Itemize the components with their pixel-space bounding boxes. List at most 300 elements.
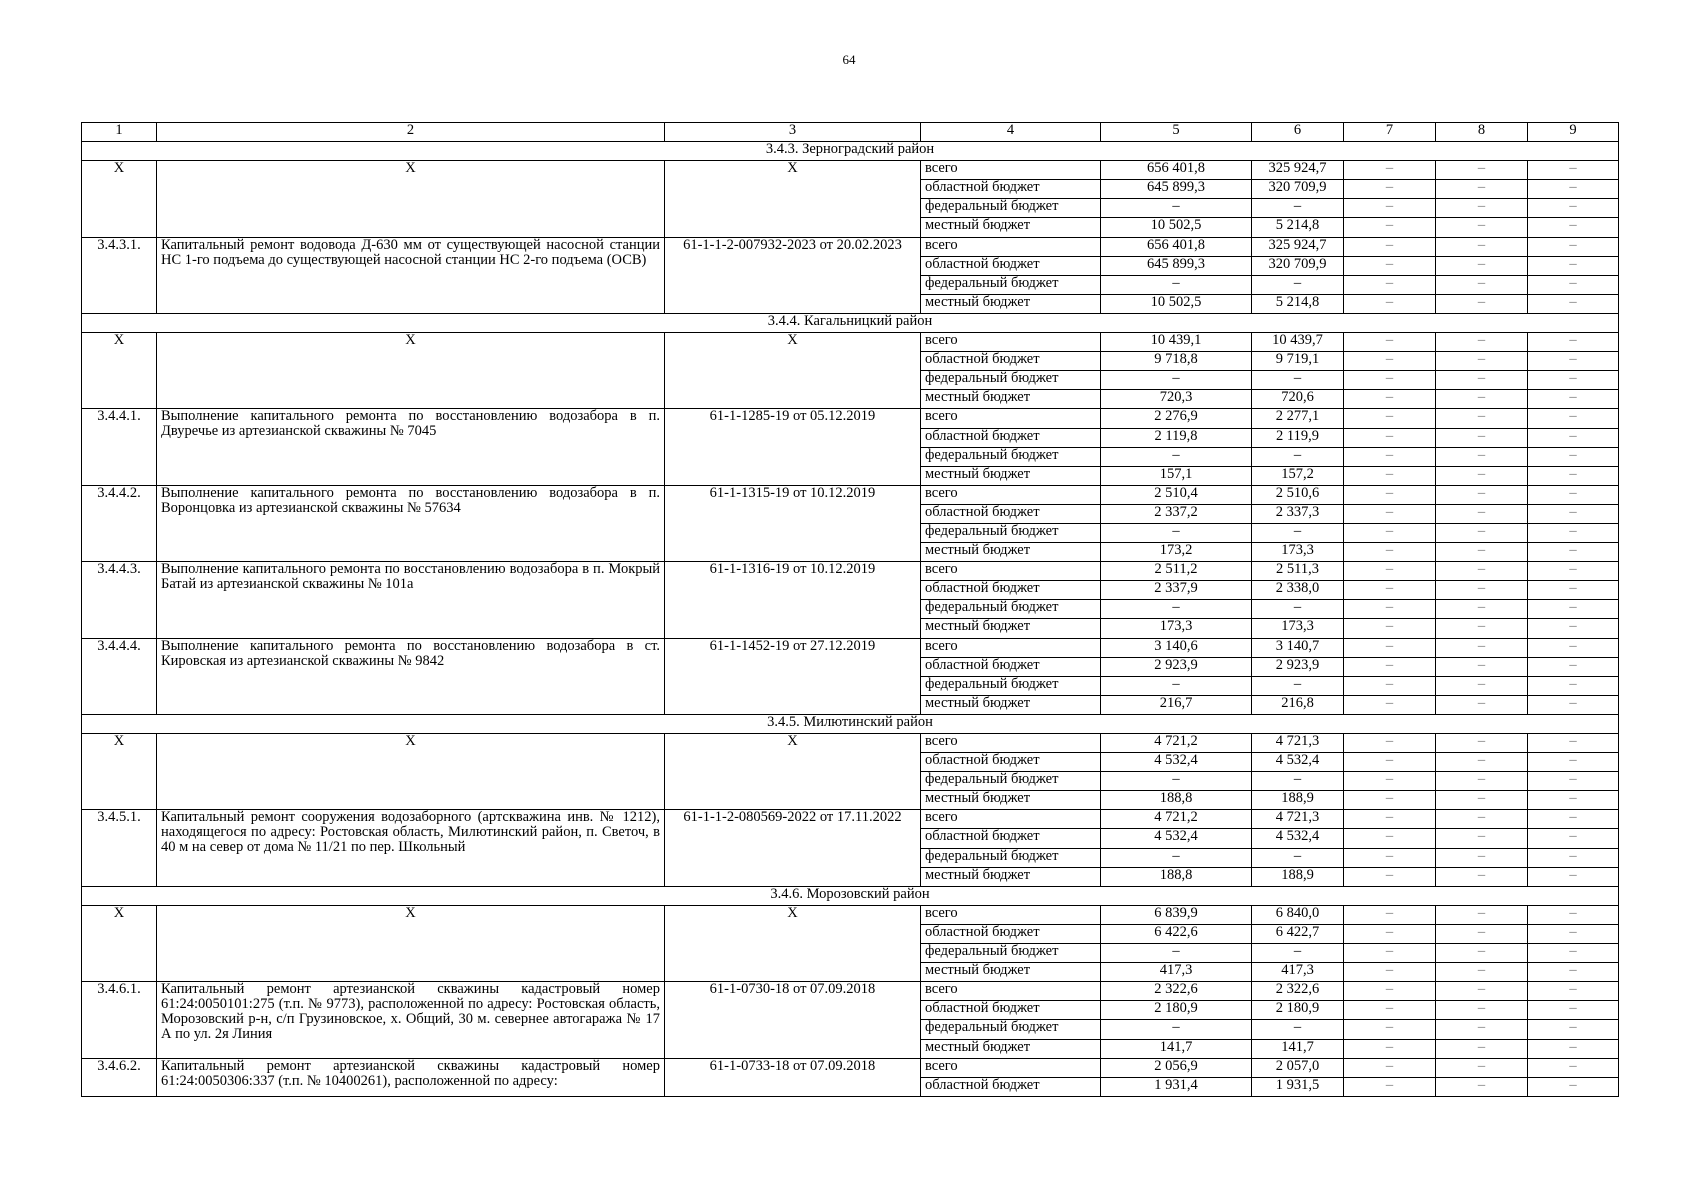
- page-number: 64: [842, 52, 856, 67]
- item-code: 3.4.6.2.: [82, 1058, 157, 1096]
- amount-col5: 417,3: [1101, 963, 1252, 982]
- amount-col6: 5 214,8: [1252, 294, 1344, 313]
- amount-col9: –: [1528, 867, 1619, 886]
- table-row: [82, 237, 1619, 256]
- amount-col5: 720,3: [1101, 390, 1252, 409]
- amount-col7: –: [1344, 180, 1436, 199]
- budget-source-label: областной бюджет: [921, 504, 1101, 523]
- item-code: 3.4.4.4.: [82, 638, 157, 714]
- amount-col5: –: [1101, 447, 1252, 466]
- amount-col7: –: [1344, 543, 1436, 562]
- table-row: [82, 409, 1619, 428]
- amount-col9: –: [1528, 275, 1619, 294]
- amount-col5: 645 899,3: [1101, 180, 1252, 199]
- amount-col7: –: [1344, 256, 1436, 275]
- amount-col8: –: [1436, 275, 1528, 294]
- budget-source-label: федеральный бюджет: [921, 848, 1101, 867]
- amount-col5: 141,7: [1101, 1039, 1252, 1058]
- amount-col9: –: [1528, 982, 1619, 1001]
- amount-col8: –: [1436, 523, 1528, 542]
- amount-col9: –: [1528, 657, 1619, 676]
- amount-col7: –: [1344, 600, 1436, 619]
- amount-col5: –: [1101, 523, 1252, 542]
- amount-col6: 320 709,9: [1252, 180, 1344, 199]
- amount-col8: –: [1436, 867, 1528, 886]
- amount-col6: 188,9: [1252, 791, 1344, 810]
- amount-col9: –: [1528, 428, 1619, 447]
- amount-col9: –: [1528, 638, 1619, 657]
- amount-col5: 4 532,4: [1101, 753, 1252, 772]
- amount-col9: –: [1528, 352, 1619, 371]
- amount-col9: –: [1528, 848, 1619, 867]
- amount-col5: 656 401,8: [1101, 161, 1252, 180]
- amount-col7: –: [1344, 1039, 1436, 1058]
- amount-col8: –: [1436, 791, 1528, 810]
- amount-col7: –: [1344, 982, 1436, 1001]
- item-name: Выполнение капитального ремонта по восстановлению водозабора в ст. Кировская из артезианской скважины № 9842: [157, 638, 665, 714]
- amount-col5: 4 721,2: [1101, 734, 1252, 753]
- budget-source-label: местный бюджет: [921, 543, 1101, 562]
- amount-col6: 2 923,9: [1252, 657, 1344, 676]
- amount-col7: –: [1344, 523, 1436, 542]
- amount-col9: –: [1528, 447, 1619, 466]
- amount-col5: 6 422,6: [1101, 924, 1252, 943]
- amount-col7: –: [1344, 963, 1436, 982]
- table-row: [82, 161, 1619, 180]
- amount-col8: –: [1436, 466, 1528, 485]
- amount-col9: –: [1528, 600, 1619, 619]
- amount-col9: –: [1528, 523, 1619, 542]
- amount-col7: –: [1344, 485, 1436, 504]
- amount-col7: –: [1344, 428, 1436, 447]
- amount-col6: 4 532,4: [1252, 753, 1344, 772]
- item-name: X: [157, 333, 665, 409]
- amount-col6: –: [1252, 600, 1344, 619]
- amount-col5: 173,2: [1101, 543, 1252, 562]
- item-document: X: [665, 905, 921, 981]
- item-document: X: [665, 333, 921, 409]
- budget-source-label: областной бюджет: [921, 753, 1101, 772]
- item-document: 61-1-1315-19 от 10.12.2019: [665, 485, 921, 561]
- table-row: [82, 810, 1619, 829]
- item-code: 3.4.4.3.: [82, 562, 157, 638]
- amount-col6: 4 721,3: [1252, 734, 1344, 753]
- amount-col5: 10 502,5: [1101, 294, 1252, 313]
- budget-source-label: всего: [921, 638, 1101, 657]
- amount-col6: 9 719,1: [1252, 352, 1344, 371]
- section-title: 3.4.6. Морозовский район: [82, 886, 1619, 905]
- amount-col6: 216,8: [1252, 695, 1344, 714]
- column-number: 1: [82, 123, 157, 142]
- amount-col8: –: [1436, 1039, 1528, 1058]
- budget-source-label: федеральный бюджет: [921, 1020, 1101, 1039]
- amount-col7: –: [1344, 333, 1436, 352]
- amount-col6: –: [1252, 275, 1344, 294]
- amount-col7: –: [1344, 619, 1436, 638]
- amount-col5: 2 119,8: [1101, 428, 1252, 447]
- budget-source-label: местный бюджет: [921, 963, 1101, 982]
- amount-col6: –: [1252, 371, 1344, 390]
- item-code: 3.4.4.2.: [82, 485, 157, 561]
- amount-col6: 141,7: [1252, 1039, 1344, 1058]
- amount-col6: 325 924,7: [1252, 237, 1344, 256]
- amount-col9: –: [1528, 791, 1619, 810]
- budget-source-label: федеральный бюджет: [921, 523, 1101, 542]
- budget-source-label: местный бюджет: [921, 619, 1101, 638]
- amount-col7: –: [1344, 199, 1436, 218]
- budget-source-label: областной бюджет: [921, 924, 1101, 943]
- amount-col9: –: [1528, 734, 1619, 753]
- amount-col5: 656 401,8: [1101, 237, 1252, 256]
- amount-col7: –: [1344, 390, 1436, 409]
- item-code: X: [82, 734, 157, 810]
- amount-col8: –: [1436, 944, 1528, 963]
- amount-col5: 9 718,8: [1101, 352, 1252, 371]
- amount-col6: 3 140,7: [1252, 638, 1344, 657]
- amount-col8: –: [1436, 1058, 1528, 1077]
- budget-source-label: федеральный бюджет: [921, 199, 1101, 218]
- amount-col6: 5 214,8: [1252, 218, 1344, 237]
- amount-col9: –: [1528, 1039, 1619, 1058]
- item-name: Капитальный ремонт артезианской скважины кадастровый номер 61:24:0050101:275 (т.п. № 9773), расположенной по адресу: Ростовская область, Морозовский р-н, с/п Грузиновское, х. Общий, 30 м. севернее автогаража № 17 А по ул. 2я Линия: [157, 982, 665, 1058]
- item-code: 3.4.6.1.: [82, 982, 157, 1058]
- budget-source-label: областной бюджет: [921, 1001, 1101, 1020]
- amount-col7: –: [1344, 676, 1436, 695]
- amount-col5: 2 276,9: [1101, 409, 1252, 428]
- amount-col7: –: [1344, 829, 1436, 848]
- amount-col6: –: [1252, 1020, 1344, 1039]
- table-row: [82, 562, 1619, 581]
- amount-col6: 10 439,7: [1252, 333, 1344, 352]
- amount-col7: –: [1344, 294, 1436, 313]
- table-row: [82, 333, 1619, 352]
- amount-col6: 720,6: [1252, 390, 1344, 409]
- amount-col8: –: [1436, 562, 1528, 581]
- table-body: [82, 123, 1619, 1097]
- budget-source-label: всего: [921, 237, 1101, 256]
- item-name: Капитальный ремонт сооружения водозаборного (артскважина инв. № 1212), находящегося по адресу: Ростовская область, Милютинский район, п. Светоч, в 40 м на север от дома № 11/21 по пер. Школьный: [157, 810, 665, 886]
- amount-col8: –: [1436, 638, 1528, 657]
- item-name: Выполнение капитального ремонта по восстановлению водозабора в п. Воронцовка из артезианской скважины № 57634: [157, 485, 665, 561]
- amount-col7: –: [1344, 237, 1436, 256]
- amount-col8: –: [1436, 848, 1528, 867]
- budget-table: [81, 122, 1619, 1097]
- amount-col7: –: [1344, 161, 1436, 180]
- amount-col7: –: [1344, 504, 1436, 523]
- budget-source-label: местный бюджет: [921, 390, 1101, 409]
- budget-source-label: федеральный бюджет: [921, 371, 1101, 390]
- amount-col5: 2 056,9: [1101, 1058, 1252, 1077]
- item-document: 61-1-0733-18 от 07.09.2018: [665, 1058, 921, 1096]
- amount-col7: –: [1344, 657, 1436, 676]
- amount-col5: –: [1101, 676, 1252, 695]
- amount-col7: –: [1344, 924, 1436, 943]
- amount-col6: 1 931,5: [1252, 1077, 1344, 1096]
- item-document: 61-1-1316-19 от 10.12.2019: [665, 562, 921, 638]
- amount-col5: –: [1101, 848, 1252, 867]
- amount-col5: 2 337,9: [1101, 581, 1252, 600]
- amount-col9: –: [1528, 905, 1619, 924]
- budget-source-label: местный бюджет: [921, 294, 1101, 313]
- amount-col7: –: [1344, 905, 1436, 924]
- table-row: [82, 734, 1619, 753]
- item-code: X: [82, 333, 157, 409]
- amount-col5: 6 839,9: [1101, 905, 1252, 924]
- budget-source-label: всего: [921, 161, 1101, 180]
- budget-source-label: местный бюджет: [921, 218, 1101, 237]
- amount-col6: 2 338,0: [1252, 581, 1344, 600]
- amount-col8: –: [1436, 333, 1528, 352]
- amount-col7: –: [1344, 352, 1436, 371]
- table-row: [82, 1058, 1619, 1077]
- amount-col8: –: [1436, 447, 1528, 466]
- amount-col7: –: [1344, 409, 1436, 428]
- amount-col8: –: [1436, 199, 1528, 218]
- amount-col9: –: [1528, 543, 1619, 562]
- amount-col6: 6 422,7: [1252, 924, 1344, 943]
- amount-col5: 4 721,2: [1101, 810, 1252, 829]
- amount-col6: 4 532,4: [1252, 829, 1344, 848]
- amount-col9: –: [1528, 199, 1619, 218]
- amount-col8: –: [1436, 352, 1528, 371]
- column-number: 6: [1252, 123, 1344, 142]
- item-name: Выполнение капитального ремонта по восстановлению водозабора в п. Мокрый Батай из артезианской скважины № 101а: [157, 562, 665, 638]
- amount-col8: –: [1436, 1020, 1528, 1039]
- amount-col8: –: [1436, 772, 1528, 791]
- section-row: [82, 714, 1619, 733]
- item-document: 61-1-1-2-007932-2023 от 20.02.2023: [665, 237, 921, 313]
- budget-source-label: областной бюджет: [921, 581, 1101, 600]
- item-name: Выполнение капитального ремонта по восстановлению водозабора в п. Двуречье из артезианской скважины № 7045: [157, 409, 665, 485]
- amount-col8: –: [1436, 829, 1528, 848]
- budget-source-label: всего: [921, 409, 1101, 428]
- amount-col9: –: [1528, 963, 1619, 982]
- amount-col7: –: [1344, 1020, 1436, 1039]
- section-row: [82, 886, 1619, 905]
- amount-col9: –: [1528, 581, 1619, 600]
- budget-source-label: областной бюджет: [921, 657, 1101, 676]
- amount-col5: 157,1: [1101, 466, 1252, 485]
- amount-col6: –: [1252, 848, 1344, 867]
- budget-source-label: всего: [921, 982, 1101, 1001]
- amount-col8: –: [1436, 256, 1528, 275]
- amount-col8: –: [1436, 543, 1528, 562]
- amount-col9: –: [1528, 810, 1619, 829]
- budget-source-label: местный бюджет: [921, 466, 1101, 485]
- budget-source-label: федеральный бюджет: [921, 447, 1101, 466]
- amount-col7: –: [1344, 1077, 1436, 1096]
- amount-col7: –: [1344, 1058, 1436, 1077]
- amount-col8: –: [1436, 428, 1528, 447]
- amount-col5: 188,8: [1101, 867, 1252, 886]
- amount-col8: –: [1436, 982, 1528, 1001]
- amount-col9: –: [1528, 371, 1619, 390]
- item-name: Капитальный ремонт водовода Д-630 мм от существующей насосной станции НС 1-го подъема до существующей насосной станции НС 2-го подъема (ОСВ): [157, 237, 665, 313]
- section-row: [82, 313, 1619, 332]
- amount-col6: 2 277,1: [1252, 409, 1344, 428]
- amount-col8: –: [1436, 1077, 1528, 1096]
- amount-col6: –: [1252, 772, 1344, 791]
- amount-col5: –: [1101, 944, 1252, 963]
- amount-col6: 2 511,3: [1252, 562, 1344, 581]
- amount-col6: –: [1252, 676, 1344, 695]
- amount-col8: –: [1436, 753, 1528, 772]
- amount-col5: –: [1101, 600, 1252, 619]
- section-title: 3.4.5. Милютинский район: [82, 714, 1619, 733]
- budget-source-label: федеральный бюджет: [921, 600, 1101, 619]
- amount-col8: –: [1436, 504, 1528, 523]
- amount-col8: –: [1436, 237, 1528, 256]
- amount-col9: –: [1528, 1020, 1619, 1039]
- amount-col5: 2 180,9: [1101, 1001, 1252, 1020]
- amount-col9: –: [1528, 619, 1619, 638]
- amount-col7: –: [1344, 944, 1436, 963]
- amount-col7: –: [1344, 848, 1436, 867]
- budget-source-label: местный бюджет: [921, 867, 1101, 886]
- column-number: 9: [1528, 123, 1619, 142]
- amount-col6: –: [1252, 447, 1344, 466]
- budget-source-label: областной бюджет: [921, 428, 1101, 447]
- amount-col6: 6 840,0: [1252, 905, 1344, 924]
- item-code: 3.4.4.1.: [82, 409, 157, 485]
- amount-col6: 173,3: [1252, 619, 1344, 638]
- amount-col8: –: [1436, 657, 1528, 676]
- amount-col9: –: [1528, 676, 1619, 695]
- item-document: X: [665, 161, 921, 237]
- budget-source-label: областной бюджет: [921, 256, 1101, 275]
- amount-col6: 2 337,3: [1252, 504, 1344, 523]
- amount-col9: –: [1528, 1058, 1619, 1077]
- item-name: X: [157, 905, 665, 981]
- item-document: X: [665, 734, 921, 810]
- amount-col9: –: [1528, 161, 1619, 180]
- amount-col6: 325 924,7: [1252, 161, 1344, 180]
- amount-col8: –: [1436, 695, 1528, 714]
- column-number: 5: [1101, 123, 1252, 142]
- item-document: 61-1-1-2-080569-2022 от 17.11.2022: [665, 810, 921, 886]
- item-code: X: [82, 905, 157, 981]
- item-code: X: [82, 161, 157, 237]
- amount-col7: –: [1344, 753, 1436, 772]
- amount-col9: –: [1528, 390, 1619, 409]
- amount-col8: –: [1436, 180, 1528, 199]
- section-row: [82, 142, 1619, 161]
- item-code: 3.4.5.1.: [82, 810, 157, 886]
- budget-source-label: всего: [921, 333, 1101, 352]
- table-row: [82, 982, 1619, 1001]
- budget-source-label: федеральный бюджет: [921, 676, 1101, 695]
- amount-col7: –: [1344, 466, 1436, 485]
- column-number: 2: [157, 123, 665, 142]
- amount-col7: –: [1344, 581, 1436, 600]
- amount-col5: 2 511,2: [1101, 562, 1252, 581]
- budget-source-label: всего: [921, 1058, 1101, 1077]
- amount-col8: –: [1436, 963, 1528, 982]
- amount-col6: –: [1252, 523, 1344, 542]
- amount-col7: –: [1344, 867, 1436, 886]
- item-code: 3.4.3.1.: [82, 237, 157, 313]
- column-number: 3: [665, 123, 921, 142]
- amount-col7: –: [1344, 447, 1436, 466]
- amount-col7: –: [1344, 810, 1436, 829]
- amount-col6: 2 057,0: [1252, 1058, 1344, 1077]
- amount-col5: –: [1101, 199, 1252, 218]
- amount-col8: –: [1436, 409, 1528, 428]
- amount-col8: –: [1436, 485, 1528, 504]
- item-name: Капитальный ремонт артезианской скважины кадастровый номер 61:24:0050306:337 (т.п. № 10400261), расположенной по адресу:: [157, 1058, 665, 1096]
- budget-source-label: областной бюджет: [921, 352, 1101, 371]
- amount-col5: 2 337,2: [1101, 504, 1252, 523]
- amount-col5: –: [1101, 1020, 1252, 1039]
- amount-col6: 320 709,9: [1252, 256, 1344, 275]
- amount-col8: –: [1436, 161, 1528, 180]
- amount-col7: –: [1344, 218, 1436, 237]
- amount-col6: 157,2: [1252, 466, 1344, 485]
- budget-source-label: местный бюджет: [921, 695, 1101, 714]
- amount-col8: –: [1436, 390, 1528, 409]
- amount-col6: 2 119,9: [1252, 428, 1344, 447]
- amount-col8: –: [1436, 619, 1528, 638]
- amount-col6: 417,3: [1252, 963, 1344, 982]
- amount-col9: –: [1528, 924, 1619, 943]
- amount-col9: –: [1528, 1001, 1619, 1020]
- amount-col5: 188,8: [1101, 791, 1252, 810]
- budget-source-label: всего: [921, 562, 1101, 581]
- amount-col8: –: [1436, 810, 1528, 829]
- amount-col8: –: [1436, 218, 1528, 237]
- amount-col5: 10 502,5: [1101, 218, 1252, 237]
- amount-col5: 1 931,4: [1101, 1077, 1252, 1096]
- budget-source-label: местный бюджет: [921, 1039, 1101, 1058]
- amount-col5: 3 140,6: [1101, 638, 1252, 657]
- section-title: 3.4.3. Зерноградский район: [82, 142, 1619, 161]
- amount-col6: –: [1252, 944, 1344, 963]
- amount-col6: 4 721,3: [1252, 810, 1344, 829]
- amount-col5: –: [1101, 772, 1252, 791]
- amount-col8: –: [1436, 600, 1528, 619]
- amount-col8: –: [1436, 294, 1528, 313]
- amount-col9: –: [1528, 466, 1619, 485]
- amount-col7: –: [1344, 638, 1436, 657]
- amount-col8: –: [1436, 1001, 1528, 1020]
- item-name: X: [157, 734, 665, 810]
- amount-col9: –: [1528, 753, 1619, 772]
- amount-col9: –: [1528, 562, 1619, 581]
- budget-source-label: местный бюджет: [921, 791, 1101, 810]
- amount-col6: 2 322,6: [1252, 982, 1344, 1001]
- budget-source-label: федеральный бюджет: [921, 772, 1101, 791]
- budget-source-label: всего: [921, 734, 1101, 753]
- budget-source-label: всего: [921, 485, 1101, 504]
- amount-col6: –: [1252, 199, 1344, 218]
- column-number: 8: [1436, 123, 1528, 142]
- amount-col5: –: [1101, 371, 1252, 390]
- amount-col9: –: [1528, 944, 1619, 963]
- column-number: 4: [921, 123, 1101, 142]
- amount-col6: 173,3: [1252, 543, 1344, 562]
- amount-col5: 10 439,1: [1101, 333, 1252, 352]
- amount-col8: –: [1436, 924, 1528, 943]
- amount-col9: –: [1528, 256, 1619, 275]
- amount-col7: –: [1344, 562, 1436, 581]
- budget-source-label: федеральный бюджет: [921, 275, 1101, 294]
- amount-col8: –: [1436, 905, 1528, 924]
- amount-col8: –: [1436, 676, 1528, 695]
- budget-source-label: областной бюджет: [921, 180, 1101, 199]
- budget-source-label: областной бюджет: [921, 1077, 1101, 1096]
- item-document: 61-1-1285-19 от 05.12.2019: [665, 409, 921, 485]
- table-row: [82, 485, 1619, 504]
